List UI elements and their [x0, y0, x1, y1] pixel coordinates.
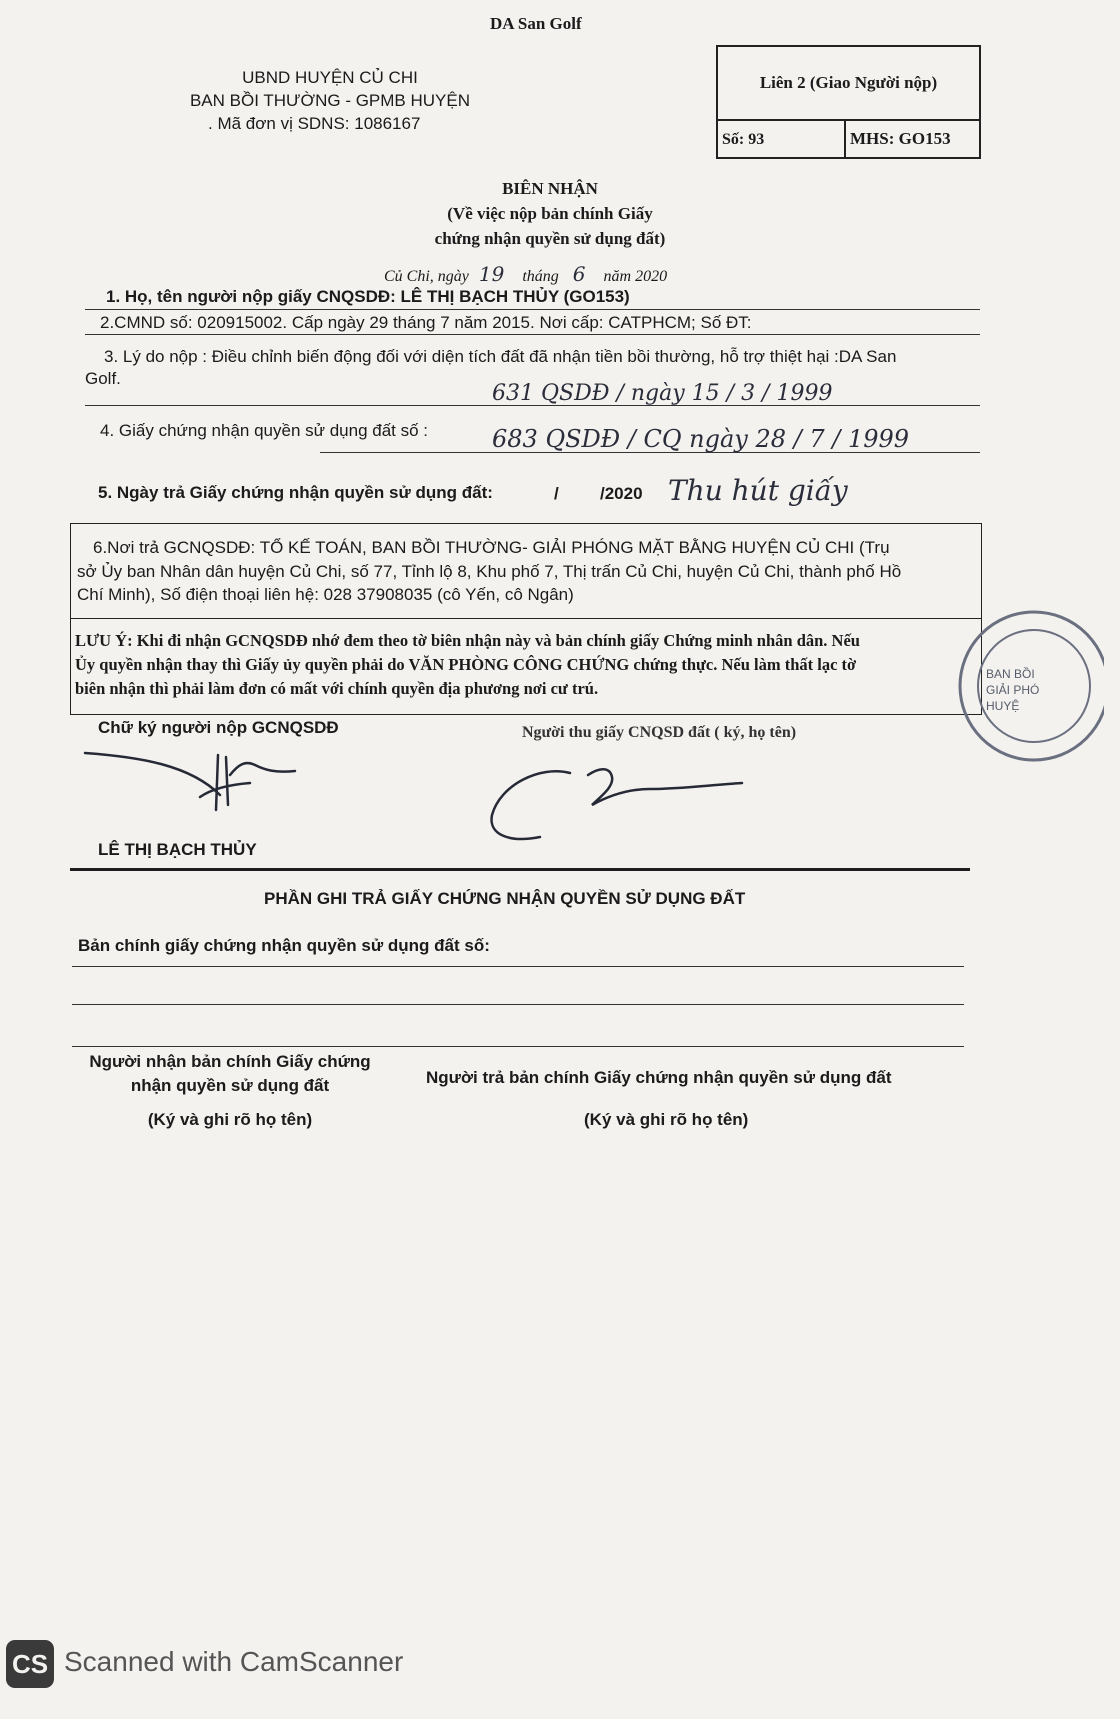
org-line-1: UBND HUYỆN CỦ CHI [242, 68, 418, 87]
receiver-signature-label: Người thu giấy CNQSD đất ( ký, họ tên) [522, 724, 797, 741]
project-label: DA San Golf [490, 14, 582, 33]
recipient-sign-note: (Ký và ghi rõ họ tên) [147, 1110, 313, 1129]
field-reason-line-2: Golf. [85, 369, 121, 388]
note-line-3: biên nhận thì phải làm đơn có mất với chính quyền địa phương nơi cư trú. [75, 679, 599, 698]
field-submitter-name: 1. Họ, tên người nộp giấy CNQSDĐ: LÊ THỊ BẠCH THỦY (GO153) [106, 287, 630, 306]
return-blank-line-3 [72, 1046, 964, 1047]
date-year-label: năm 2020 [603, 268, 668, 285]
title-sub-1: (Về việc nộp bản chính Giấy [447, 204, 653, 223]
note-line-1: LƯU Ý: Khi đi nhận GCNQSDĐ nhớ đem theo tờ biên nhận này và bản chính giấy Chứng minh nhân dân. Nếu [75, 631, 860, 650]
returner-sign-note: (Ký và ghi rõ họ tên) [584, 1110, 749, 1129]
stamp-line-3: HUYỆ [986, 699, 1020, 713]
return-place-box [70, 523, 982, 619]
field-reason-line-1: 3. Lý do nộp : Điều chỉnh biến động đối với diện tích đất đã nhận tiền bồi thường, hỗ trợ thiệt hại :DA San [104, 347, 897, 366]
section-divider [70, 868, 970, 871]
receipt-number: Số: 93 [722, 131, 765, 148]
stamp-line-2: GIẢI PHÓ [986, 683, 1040, 697]
recipient-block [70, 1050, 390, 1132]
return-blank-line-2 [72, 1004, 964, 1005]
return-section-heading: PHẦN GHI TRẢ GIẤY CHỨNG NHẬN QUYỀN SỬ DỤNG ĐẤT [264, 889, 746, 908]
org-line-2: BAN BỒI THƯỜNG - GPMB HUYỆN [189, 91, 471, 110]
field-return-date-handwritten: Thu hút giấy [668, 474, 848, 507]
stamp-line-1: BAN BỒI [986, 667, 1035, 681]
return-blank-line-1 [72, 966, 964, 967]
return-place-line-1: 6.Nơi trả GCNQSDĐ: TỔ KẾ TOÁN, BAN BỒI THƯỜNG- GIẢI PHÓNG MẶT BẰNG HUYỆN CỦ CHI (Trụ [93, 538, 890, 557]
submitter-signature [80, 735, 300, 835]
mhs-code: MHS: GO153 [850, 129, 951, 148]
date-prefix: Củ Chi, ngày [384, 268, 469, 285]
date-month: 6 [572, 262, 586, 286]
copy-box [716, 45, 981, 159]
field-cert-number-handwritten: 683 QSDĐ / CQ ngày 28 / 7 / 1999 [492, 425, 910, 453]
document-title [330, 176, 770, 251]
field-reason-handwritten: 631 QSDĐ / ngày 15 / 3 / 1999 [492, 381, 833, 406]
receiver-signature [480, 745, 760, 845]
return-place-line-2: sở Ủy ban Nhân dân huyện Củ Chi, số 77, Tỉnh lộ 8, Khu phố 7, Thị trấn Củ Chi, huyện Củ Chi, thành phố Hồ [77, 562, 902, 581]
return-cert-label: Bản chính giấy chứng nhận quyền sử dụng đất số: [78, 936, 490, 955]
copy-box-title: Liên 2 (Giao Người nộp) [759, 73, 938, 92]
submitter-printed-name: LÊ THỊ BẠCH THỦY [98, 840, 257, 859]
field-return-date-label: 5. Ngày trả Giấy chứng nhận quyền sử dụng đất: [98, 483, 493, 502]
note-box [70, 619, 982, 715]
recipient-label-1: Người nhận bản chính Giấy chứng [89, 1052, 371, 1071]
returner-label: Người trả bản chính Giấy chứng nhận quyền sử dụng đất [426, 1068, 892, 1087]
submitter-signature-label: Chữ ký người nộp GCNQSDĐ [98, 718, 339, 737]
date-month-label: tháng [522, 268, 559, 285]
org-line-3: . Mã đơn vị SDNS: 1086167 [208, 114, 421, 133]
official-stamp [944, 606, 1104, 766]
return-place-line-3: Chí Minh), Số điện thoại liên hệ: 028 37908035 (cô Yến, cô Ngân) [77, 585, 574, 604]
camscanner-text: Scanned with CamScanner [64, 1646, 404, 1677]
field-return-date-slash: / [554, 484, 559, 503]
recipient-label-2: nhận quyền sử dụng đất [130, 1076, 330, 1095]
title-sub-2: chứng nhận quyền sử dụng đất) [434, 229, 666, 248]
note-line-2: Ủy quyền nhận thay thì Giấy ủy quyền phải do VĂN PHÒNG CÔNG CHỨNG chứng thực. Nếu làm thất lạc tờ [75, 655, 857, 674]
camscanner-logo: CS [6, 1640, 54, 1688]
field-return-date-year: /2020 [600, 484, 643, 503]
stamp-text [986, 666, 1039, 714]
date-line [384, 262, 667, 286]
date-day: 19 [478, 262, 505, 286]
title-main: BIÊN NHẬN [502, 179, 598, 198]
field-cert-number-label: 4. Giấy chứng nhận quyền sử dụng đất số : [100, 421, 429, 440]
org-header [160, 66, 500, 135]
field-id-card: 2.CMND số: 020915002. Cấp ngày 29 tháng 7 năm 2015. Nơi cấp: CATPHCM; Số ĐT: [100, 313, 752, 332]
